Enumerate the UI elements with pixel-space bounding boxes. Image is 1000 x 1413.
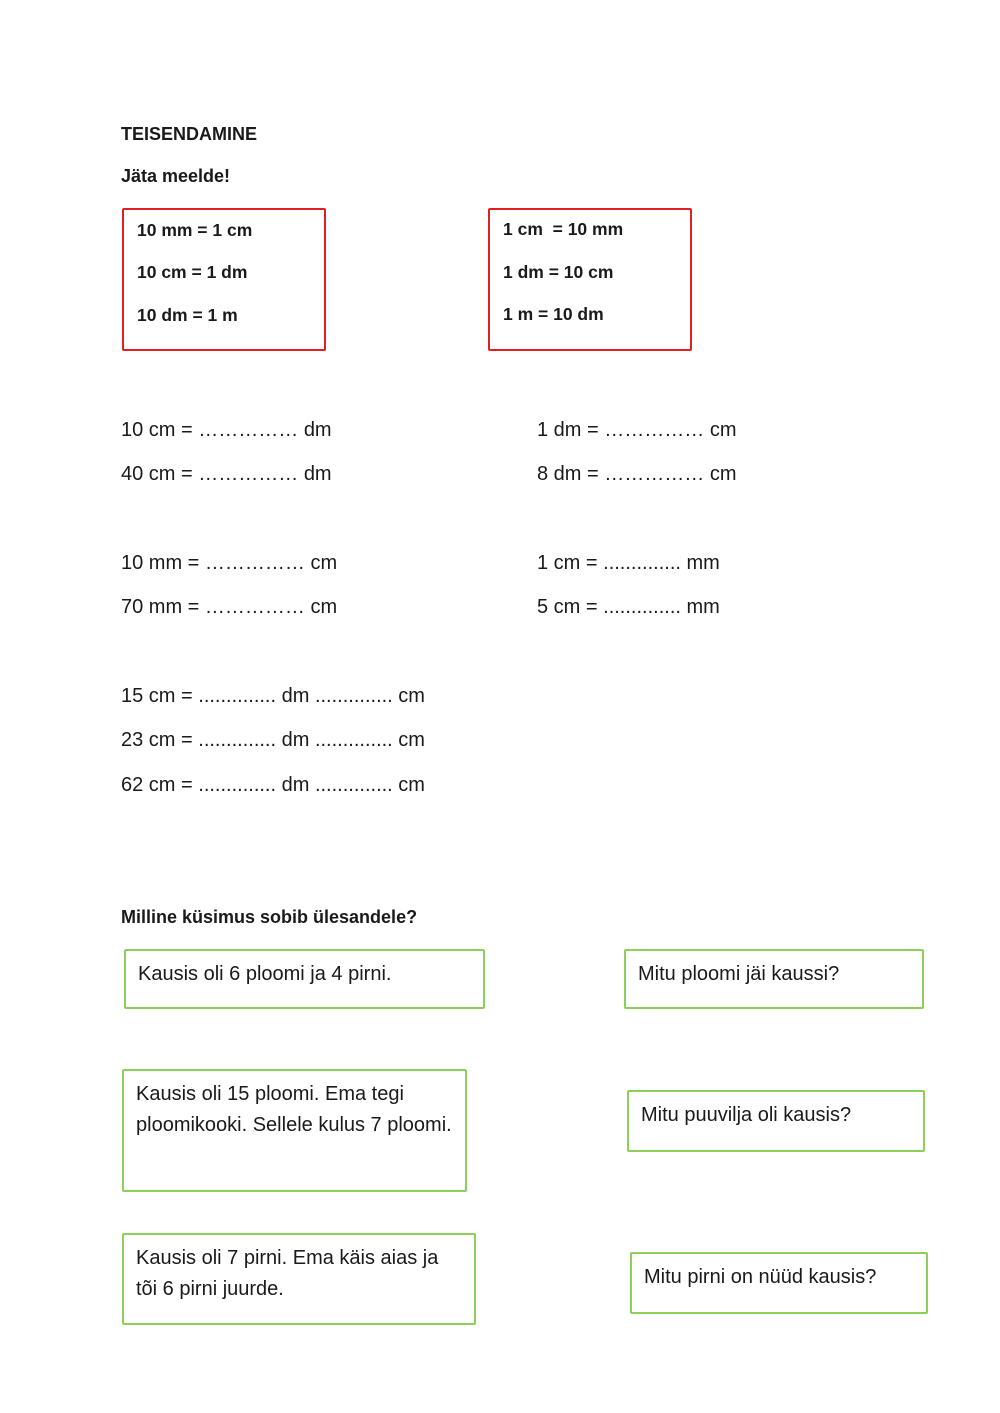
remember-right-line-1: 1 cm = 10 mm: [503, 219, 624, 239]
remember-right-line-2: 1 dm = 10 cm: [503, 262, 614, 282]
question-card-1[interactable]: Mitu ploomi jäi kaussi?: [624, 949, 924, 1009]
exercise-left-3[interactable]: 10 mm = …………… cm: [121, 552, 338, 574]
exercise-right-4[interactable]: 5 cm = .............. mm: [537, 596, 720, 618]
remember-right-line-3: 1 m = 10 dm: [503, 304, 604, 324]
exercise-left-2[interactable]: 40 cm = …………… dm: [121, 463, 332, 485]
remember-left-line-1: 10 mm = 1 cm: [137, 220, 253, 240]
exercise-right-1[interactable]: 1 dm = …………… cm: [537, 419, 737, 441]
problem-card-3[interactable]: Kausis oli 7 pirni. Ema käis aias ja tõi 6 pirni juurde.: [122, 1233, 476, 1325]
page-title: TEISENDAMINE: [121, 124, 258, 144]
exercise-mixed-3[interactable]: 62 cm = .............. dm .............. cm: [121, 774, 425, 796]
exercise-left-4[interactable]: 70 mm = …………… cm: [121, 596, 338, 618]
exercise-right-2[interactable]: 8 dm = …………… cm: [537, 463, 737, 485]
remember-label: Jäta meelde!: [121, 166, 231, 186]
exercise-mixed-1[interactable]: 15 cm = .............. dm .............. cm: [121, 685, 425, 707]
remember-left-line-2: 10 cm = 1 dm: [137, 262, 248, 282]
remember-left-line-3: 10 dm = 1 m: [137, 305, 238, 325]
exercise-mixed-2[interactable]: 23 cm = .............. dm .............. cm: [121, 729, 425, 751]
problem-card-1[interactable]: Kausis oli 6 ploomi ja 4 pirni.: [124, 949, 485, 1009]
question-card-3[interactable]: Mitu pirni on nüüd kausis?: [630, 1252, 928, 1314]
question-card-2[interactable]: Mitu puuvilja oli kausis?: [627, 1090, 925, 1152]
matching-heading: Milline küsimus sobib ülesandele?: [121, 907, 418, 927]
exercise-left-1[interactable]: 10 cm = …………… dm: [121, 419, 332, 441]
problem-card-2[interactable]: Kausis oli 15 ploomi. Ema tegi ploomikooki. Sellele kulus 7 ploomi.: [122, 1069, 467, 1192]
exercise-right-3[interactable]: 1 cm = .............. mm: [537, 552, 720, 574]
